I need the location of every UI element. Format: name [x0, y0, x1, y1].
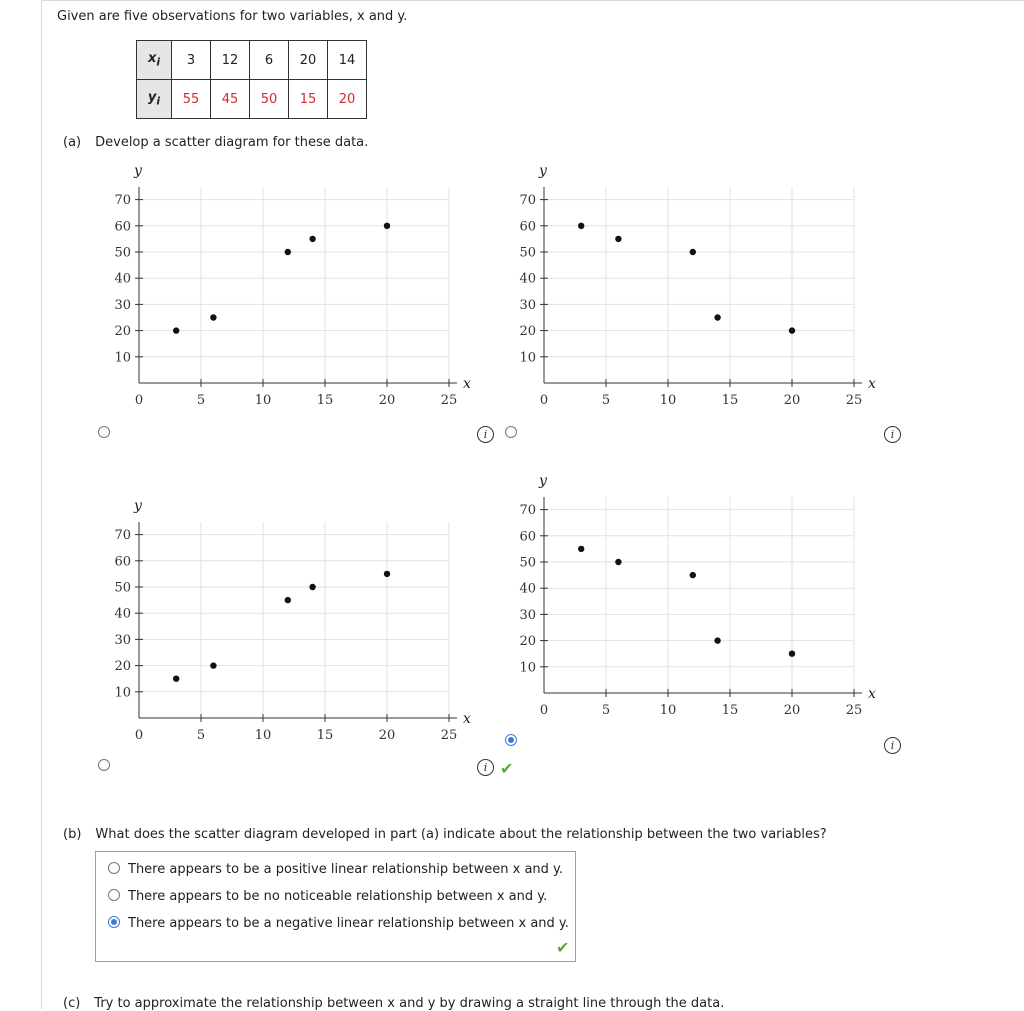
data-point	[309, 236, 315, 242]
part-c-label: (c)	[63, 996, 81, 1011]
y-tick-label: 60	[114, 219, 131, 235]
y-tick-label: 30	[114, 297, 131, 313]
data-point	[714, 314, 720, 320]
x-header: $x_i$	[137, 41, 172, 80]
y-value: 20	[328, 80, 367, 119]
answer-option-none[interactable]	[108, 889, 547, 904]
x-tick-label: 15	[721, 703, 739, 718]
x-axis-label: x	[463, 711, 471, 727]
data-point	[384, 571, 390, 577]
plot-option-2-radio[interactable]	[505, 426, 517, 438]
scatter-plot-option-1	[100, 165, 500, 410]
x-tick-label: 20	[783, 703, 801, 718]
scatter-plot-option-4	[505, 475, 905, 725]
y-tick-label: 70	[114, 528, 131, 544]
y-axis-label: y	[539, 163, 547, 179]
info-icon[interactable]: i	[477, 426, 494, 443]
x-row	[137, 41, 367, 80]
y-tick-label: 60	[519, 219, 536, 235]
y-tick-label: 70	[114, 193, 131, 209]
x-value: 3	[172, 41, 211, 80]
y-tick-label: 20	[519, 634, 536, 650]
x-tick-label: 10	[254, 393, 272, 408]
problem-intro: Given are five observations for two variables, x and y.	[57, 9, 408, 24]
y-tick-label: 40	[519, 271, 536, 287]
y-tick-label: 10	[519, 350, 536, 366]
y-tick-label: 40	[114, 271, 131, 287]
x-tick-label: 15	[721, 393, 739, 408]
x-tick-label: 25	[440, 393, 458, 408]
data-point	[789, 651, 795, 657]
x-tick-label: 5	[601, 393, 611, 408]
x-tick-label: 0	[539, 703, 549, 718]
y-value: 15	[289, 80, 328, 119]
data-point	[578, 223, 584, 229]
x-tick-label: 10	[659, 703, 677, 718]
answer-option-label: There appears to be a positive linear relationship between x and y.	[128, 862, 564, 877]
data-point	[210, 662, 216, 668]
x-axis-label: x	[868, 376, 876, 392]
data-point	[714, 637, 720, 643]
plot-option-3-radio[interactable]	[98, 759, 110, 771]
scatter-plot-option-2	[505, 165, 905, 410]
x-value: 6	[250, 41, 289, 80]
data-point	[690, 572, 696, 578]
data-point	[173, 327, 179, 333]
part-a-text: Develop a scatter diagram for these data.	[95, 135, 369, 150]
x-value: 20	[289, 41, 328, 80]
part-b-question	[63, 827, 827, 842]
y-tick-label: 30	[519, 297, 536, 313]
y-axis-label: y	[134, 498, 142, 514]
data-point	[615, 559, 621, 565]
info-icon[interactable]: i	[884, 737, 901, 754]
answer-radio[interactable]	[108, 889, 120, 901]
x-value: 14	[328, 41, 367, 80]
answer-radio[interactable]	[108, 862, 120, 874]
y-tick-label: 20	[519, 324, 536, 340]
x-axis-label: x	[868, 686, 876, 702]
y-tick-label: 20	[114, 324, 131, 340]
correct-check-icon: ✔	[556, 938, 570, 957]
x-tick-label: 15	[316, 393, 334, 408]
x-tick-label: 0	[134, 728, 144, 743]
x-tick-label: 0	[539, 393, 549, 408]
part-a-question	[63, 135, 368, 150]
part-b-label: (b)	[63, 827, 82, 842]
data-point	[384, 223, 390, 229]
y-tick-label: 70	[519, 503, 536, 519]
y-tick-label: 10	[519, 660, 536, 676]
answer-option-label: There appears to be a negative linear relationship between x and y.	[128, 916, 569, 931]
answer-radio-selected[interactable]	[108, 916, 120, 928]
plot-option-1-radio[interactable]	[98, 426, 110, 438]
y-tick-label: 50	[519, 245, 536, 261]
x-tick-label: 5	[196, 393, 206, 408]
data-point	[210, 314, 216, 320]
data-point	[173, 676, 179, 682]
data-point	[789, 327, 795, 333]
part-b-text: What does the scatter diagram developed in part (a) indicate about the relationship between the two variables?	[95, 827, 827, 842]
y-tick-label: 70	[519, 193, 536, 209]
x-tick-label: 25	[440, 728, 458, 743]
x-tick-label: 25	[845, 703, 863, 718]
x-axis-label: x	[463, 376, 471, 392]
x-tick-label: 25	[845, 393, 863, 408]
y-tick-label: 50	[114, 580, 131, 596]
y-tick-label: 10	[114, 685, 131, 701]
observations-table	[136, 40, 367, 119]
x-tick-label: 0	[134, 393, 144, 408]
y-tick-label: 40	[114, 606, 131, 622]
y-tick-label: 50	[114, 245, 131, 261]
y-tick-label: 30	[519, 607, 536, 623]
correct-check-icon: ✔	[500, 759, 514, 778]
info-icon[interactable]: i	[884, 426, 901, 443]
y-tick-label: 60	[114, 554, 131, 570]
y-axis-label: y	[134, 163, 142, 179]
x-tick-label: 10	[659, 393, 677, 408]
part-c-text: Try to approximate the relationship between x and y by drawing a straight line through the data.	[94, 996, 725, 1011]
y-tick-label: 60	[519, 529, 536, 545]
part-a-label: (a)	[63, 135, 82, 150]
y-header: $y_i$	[137, 80, 172, 119]
x-tick-label: 15	[316, 728, 334, 743]
x-value: 12	[211, 41, 250, 80]
y-row	[137, 80, 367, 119]
y-value: 45	[211, 80, 250, 119]
x-tick-label: 5	[196, 728, 206, 743]
data-point	[690, 249, 696, 255]
y-tick-label: 30	[114, 632, 131, 648]
left-rule	[41, 0, 42, 1009]
data-point	[578, 546, 584, 552]
data-point	[285, 597, 291, 603]
info-icon[interactable]: i	[477, 759, 494, 776]
data-point	[615, 236, 621, 242]
y-value: 50	[250, 80, 289, 119]
y-axis-label: y	[539, 473, 547, 489]
data-point	[285, 249, 291, 255]
plot-option-4-radio[interactable]	[505, 734, 517, 746]
x-tick-label: 5	[601, 703, 611, 718]
x-tick-label: 10	[254, 728, 272, 743]
x-tick-label: 20	[378, 393, 396, 408]
top-rule	[41, 0, 1024, 1]
y-tick-label: 50	[519, 555, 536, 571]
answer-option-negative[interactable]	[108, 916, 569, 931]
answer-option-positive[interactable]	[108, 862, 563, 877]
y-tick-label: 20	[114, 659, 131, 675]
y-value: 55	[172, 80, 211, 119]
y-tick-label: 40	[519, 581, 536, 597]
part-b-answer-box	[95, 851, 576, 962]
scatter-plot-option-3	[100, 495, 500, 745]
data-point	[309, 584, 315, 590]
x-tick-label: 20	[378, 728, 396, 743]
y-tick-label: 10	[114, 350, 131, 366]
answer-option-label: There appears to be no noticeable relationship between x and y.	[128, 889, 548, 904]
x-tick-label: 20	[783, 393, 801, 408]
